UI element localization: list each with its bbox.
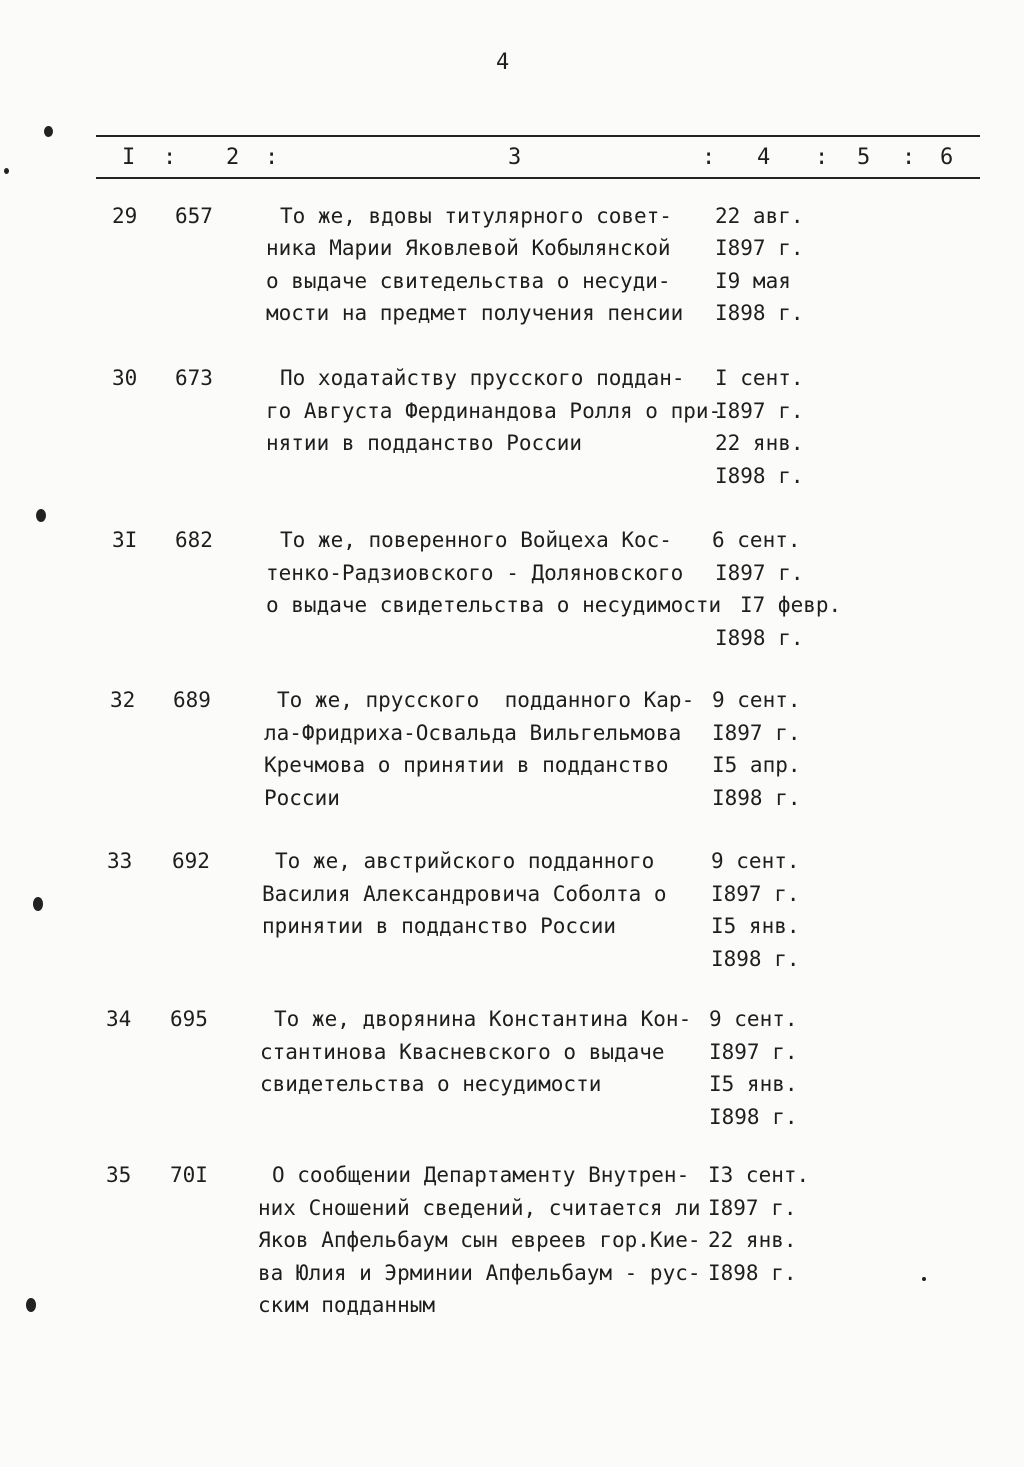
description-line: тенко-Радзиовского - Доляновского [266, 561, 684, 585]
date-line: I897 г. [715, 399, 804, 423]
description-line: свидетельства о несудимости [260, 1072, 602, 1096]
date-line: I5 янв. [709, 1072, 798, 1096]
column-separator: : [163, 145, 177, 170]
description-line: о выдаче свитедельства о несуди- [266, 269, 671, 293]
file-number: 695 [170, 1007, 208, 1031]
file-number: 682 [175, 528, 213, 552]
column-separator: : [902, 145, 916, 170]
description-line: о выдаче свидетельства о несудимости [266, 593, 722, 617]
date-line: I898 г. [711, 947, 800, 971]
description-line: ла-Фридриха-Освальда Вильгельмова [264, 721, 682, 745]
column-separator: : [815, 145, 829, 170]
date-line: I897 г. [712, 721, 801, 745]
scan-blot [26, 1298, 36, 1312]
date-line: I897 г. [715, 236, 804, 260]
column-separator: : [265, 145, 279, 170]
description-line: То же, австрийского подданного [275, 849, 655, 873]
description-line: принятии в подданство России [262, 914, 617, 938]
date-line: I7 февр. [740, 593, 842, 617]
date-line: I5 апр. [712, 753, 801, 777]
date-line: 22 авг. [715, 204, 804, 228]
date-line: 6 сент. [712, 528, 801, 552]
date-line: I898 г. [709, 1105, 798, 1129]
header-rule-top [96, 135, 980, 137]
description-line: ника Марии Яковлевой Кобылянской [266, 236, 671, 260]
entry-number: 30 [112, 366, 138, 390]
date-line: 9 сент. [712, 688, 801, 712]
description-line: стантинова Квасневского о выдаче [260, 1040, 665, 1064]
description-line: ва Юлия и Эрминии Апфельбаум - рус- [258, 1261, 701, 1285]
scan-blot [36, 509, 46, 522]
description-line: Василия Александровича Соболта о [262, 882, 667, 906]
file-number: 673 [175, 366, 213, 390]
date-line: I897 г. [711, 882, 800, 906]
date-line: 22 янв. [708, 1228, 797, 1252]
column-separator: : [702, 145, 716, 170]
column-header-5: 5 [857, 145, 871, 170]
description-line: О сообщении Департаменту Внутрен- [272, 1163, 690, 1187]
column-header-2: 2 [226, 145, 240, 170]
date-line: I898 г. [715, 464, 804, 488]
entry-number: 29 [112, 204, 138, 228]
scan-blot [33, 897, 43, 911]
date-line: I898 г. [708, 1261, 797, 1285]
date-line: I3 сент. [708, 1163, 810, 1187]
scan-blot [4, 168, 9, 174]
column-header-1: I [122, 145, 136, 170]
column-header-6: 6 [940, 145, 954, 170]
entry-number: 33 [107, 849, 133, 873]
page-number: 4 [496, 50, 510, 75]
date-line: I897 г. [709, 1040, 798, 1064]
description-line: ским подданным [258, 1293, 436, 1317]
entry-number: 34 [106, 1007, 132, 1031]
description-line: них Сношений сведений, считается ли [258, 1196, 701, 1220]
date-line: I5 янв. [711, 914, 800, 938]
file-number: 692 [172, 849, 210, 873]
date-line: I9 мая [715, 269, 791, 293]
column-header-3: 3 [508, 145, 522, 170]
date-line: 9 сент. [711, 849, 800, 873]
date-line: I898 г. [712, 786, 801, 810]
date-line: I сент. [715, 366, 804, 390]
description-line: По ходатайству прусского поддан- [280, 366, 685, 390]
description-line: го Августа Фердинандова Ролля о при- [266, 399, 722, 423]
date-line: 22 янв. [715, 431, 804, 455]
description-line: То же, поверенного Войцеха Кос- [280, 528, 672, 552]
description-line: То же, вдовы титулярного совет- [280, 204, 672, 228]
date-line: I898 г. [715, 301, 804, 325]
entry-number: 3I [112, 528, 138, 552]
date-line: 9 сент. [709, 1007, 798, 1031]
header-rule-bottom [96, 177, 980, 179]
description-line: нятии в подданство России [266, 431, 583, 455]
scan-blot [44, 126, 53, 137]
description-line: Кречмова о принятии в подданство [264, 753, 669, 777]
description-line: России [264, 786, 340, 810]
file-number: 70I [170, 1163, 208, 1187]
scan-blot [922, 1277, 926, 1281]
description-line: То же, дворянина Константина Кон- [274, 1007, 692, 1031]
entry-number: 32 [110, 688, 136, 712]
file-number: 657 [175, 204, 213, 228]
description-line: мости на предмет получения пенсии [266, 301, 684, 325]
entry-number: 35 [106, 1163, 132, 1187]
date-line: I897 г. [715, 561, 804, 585]
column-header-4: 4 [757, 145, 771, 170]
description-line: Яков Апфельбаум сын евреев гор.Кие- [258, 1228, 701, 1252]
file-number: 689 [173, 688, 211, 712]
date-line: I897 г. [708, 1196, 797, 1220]
date-line: I898 г. [715, 626, 804, 650]
description-line: То же, прусского подданного Кар- [277, 688, 695, 712]
